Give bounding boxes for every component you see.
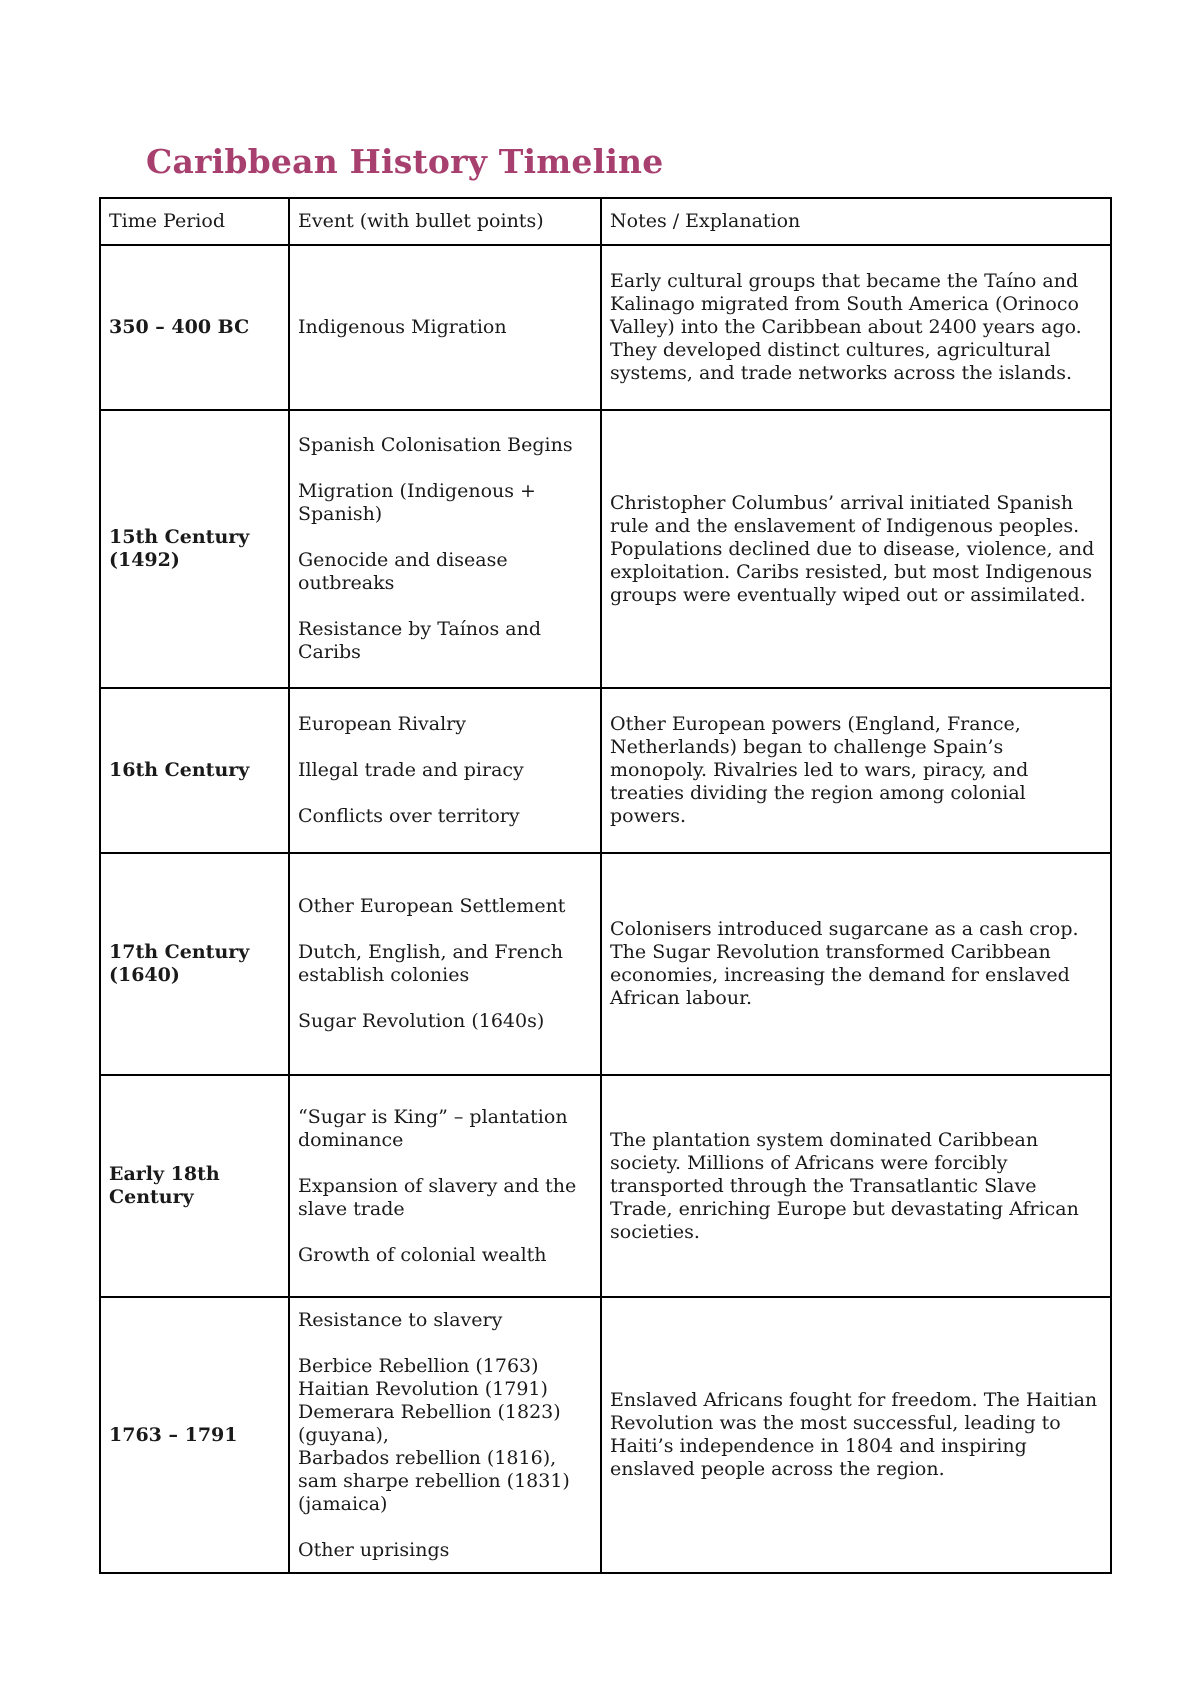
timeline-table xyxy=(99,197,1112,1574)
table-row xyxy=(100,1075,1111,1297)
notes-cell: Enslaved Africans fought for freedom. The Haitian Revolution was the most successful, leading to Haiti’s independence in 1804 and inspiring enslaved people across the region. xyxy=(601,1297,1111,1573)
header-time-period: Time Period xyxy=(100,198,289,245)
event-item: “Sugar is King” – plantation dominance xyxy=(298,1105,568,1151)
event-item: Growth of colonial wealth xyxy=(298,1243,547,1266)
notes-cell: Christopher Columbus’ arrival initiated Spanish rule and the enslavement of Indigenous peoples. Populations declined due to disease, violence, and exploitation. Caribs resisted, but most Indigenous groups were eventually wiped out or assimilated. xyxy=(601,410,1111,688)
event-item: Migration (Indigenous + Spanish) xyxy=(298,480,536,525)
notes-cell: Colonisers introduced sugarcane as a cash crop. The Sugar Revolution transformed Caribbean economies, increasing the demand for enslaved African labour. xyxy=(601,853,1111,1075)
time-period-cell: 1763 – 1791 xyxy=(100,1297,289,1573)
event-item: Resistance to slavery xyxy=(298,1308,503,1331)
notes-cell: Early cultural groups that became the Taíno and Kalinago migrated from South America (Orinoco Valley) into the Caribbean about 2400 years ago. They developed distinct cultures, agricultural systems, and trade networks across the islands. xyxy=(601,245,1111,410)
event-item: Illegal trade and piracy xyxy=(298,759,524,781)
event-item: Genocide and disease outbreaks xyxy=(298,549,508,594)
event-cell xyxy=(289,1297,601,1573)
event-cell xyxy=(289,245,601,410)
time-period-cell: 15th Century (1492) xyxy=(100,410,289,688)
time-period-cell: Early 18th Century xyxy=(100,1075,289,1297)
event-item: Expansion of slavery and the slave trade xyxy=(298,1174,577,1220)
notes-cell: The plantation system dominated Caribbean society. Millions of Africans were forcibly transported through the Transatlantic Slave Trade, enriching Europe but devastating African societies. xyxy=(601,1075,1111,1297)
notes-cell: Other European powers (England, France, Netherlands) began to challenge Spain’s monopoly. Rivalries led to wars, piracy, and treaties dividing the region among colonial powers. xyxy=(601,688,1111,853)
table-row xyxy=(100,1297,1111,1573)
event-item: Conflicts over territory xyxy=(298,805,520,827)
time-period-cell: 17th Century (1640) xyxy=(100,853,289,1075)
event-item: Other uprisings xyxy=(298,1538,450,1561)
table-row xyxy=(100,410,1111,688)
table-row xyxy=(100,245,1111,410)
event-cell xyxy=(289,688,601,853)
time-period-cell: 16th Century xyxy=(100,688,289,853)
header-event: Event (with bullet points) xyxy=(289,198,601,245)
table-row xyxy=(100,853,1111,1075)
event-item: Indigenous Migration xyxy=(298,316,507,338)
event-item: Spanish Colonisation Begins xyxy=(298,434,573,456)
document-title: Caribbean History Timeline xyxy=(146,142,664,181)
event-item: Resistance by Taínos and Caribs xyxy=(298,618,541,663)
event-item: Dutch, English, and French establish colonies xyxy=(298,941,563,986)
header-notes: Notes / Explanation xyxy=(601,198,1111,245)
time-period-cell: 350 – 400 BC xyxy=(100,245,289,410)
table-row xyxy=(100,688,1111,853)
event-item: Berbice Rebellion (1763) Haitian Revolution (1791) Demerara Rebellion (1823) (guyana), Barbados rebellion (1816), sam sharpe rebellion (1831) (jamaica) xyxy=(298,1354,570,1515)
table-header-row xyxy=(100,198,1111,245)
event-item: Other European Settlement xyxy=(298,895,566,917)
event-cell xyxy=(289,853,601,1075)
event-cell xyxy=(289,1075,601,1297)
event-item: European Rivalry xyxy=(298,713,466,735)
event-item: Sugar Revolution (1640s) xyxy=(298,1010,545,1032)
event-cell xyxy=(289,410,601,688)
